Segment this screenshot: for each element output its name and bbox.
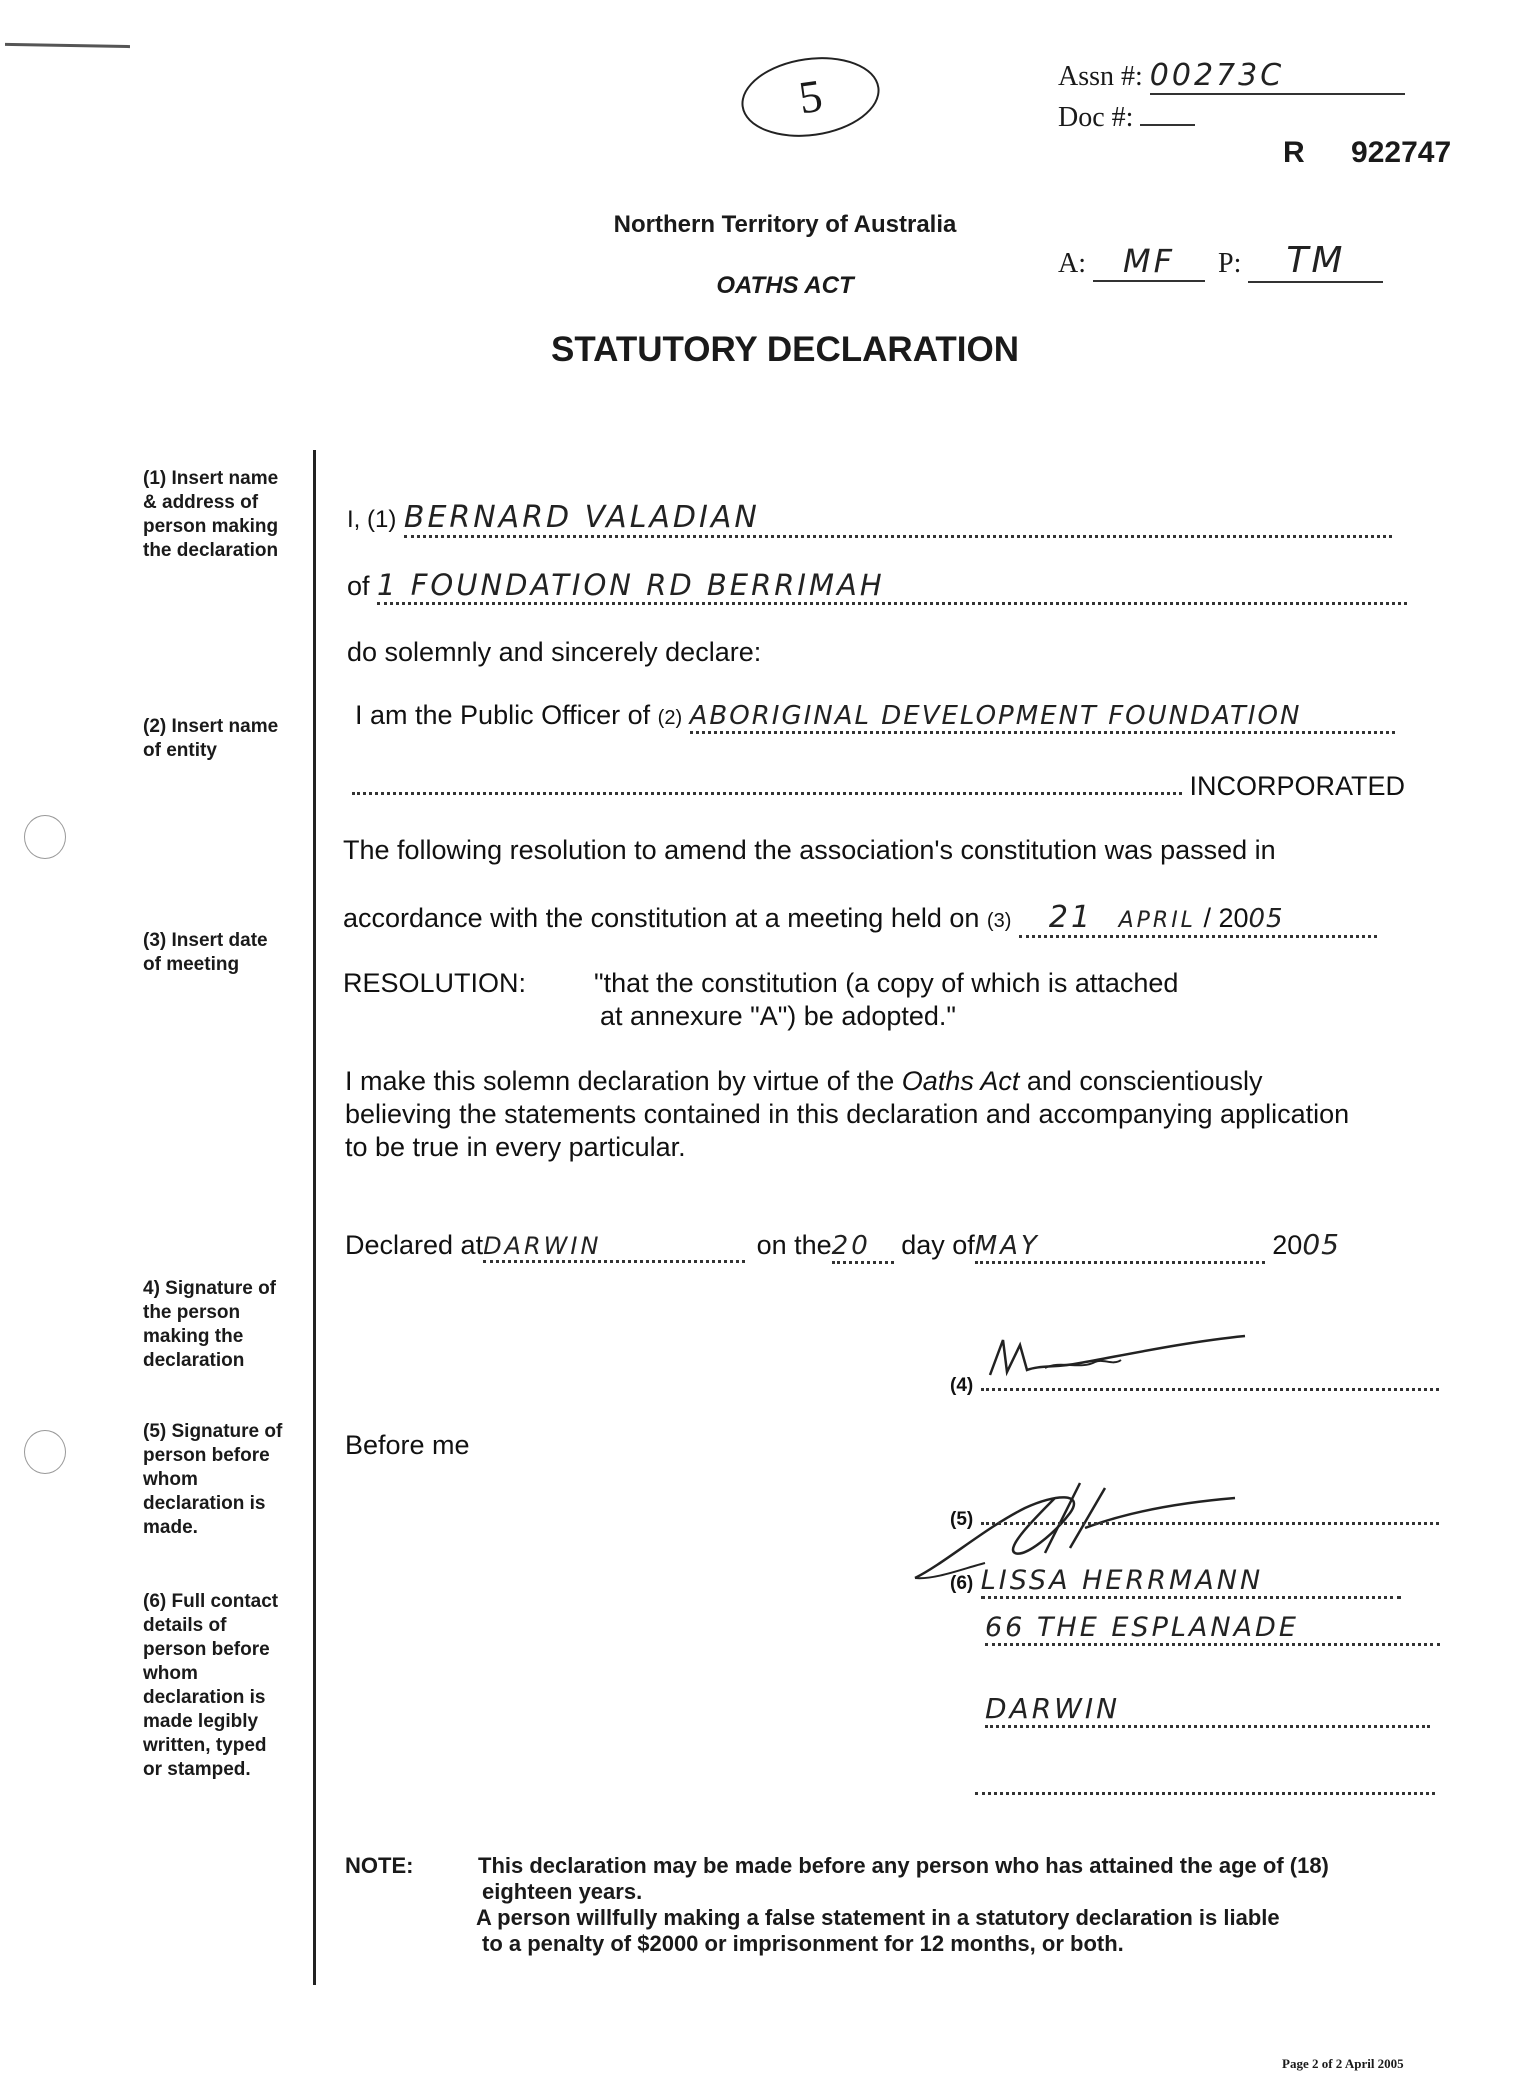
meeting-month: APRIL xyxy=(1118,908,1196,933)
declared-row xyxy=(345,1228,1340,1264)
margin-note-4: 4) Signature of the person making the declaration xyxy=(143,1278,277,1371)
punch-hole-top xyxy=(24,815,66,859)
assn-row xyxy=(1058,58,1405,95)
resolution-intro-1: The following resolution to amend the association's constitution was passed in xyxy=(343,835,1276,865)
witness-address-3 xyxy=(975,1770,1435,1795)
witness-address-1: 66 THE ESPLANADE xyxy=(985,1612,1440,1646)
signature-5-row xyxy=(950,1500,1439,1532)
solemn-1-post: and conscientiously xyxy=(1026,1066,1263,1096)
declared-month: MAY xyxy=(975,1231,1265,1264)
incorporated-row xyxy=(352,766,1405,802)
declarant-signature xyxy=(985,1330,1255,1390)
meeting-date xyxy=(1019,900,1377,938)
solemn-1-pre: I make this solemn declaration by virtue of the xyxy=(345,1066,895,1096)
oaths-act-ref: Oaths Act xyxy=(901,1066,1020,1096)
incorporated-label: INCORPORATED xyxy=(1189,771,1406,801)
margin-note-2: (2) Insert name of entity xyxy=(143,716,279,761)
punch-hole-bottom xyxy=(24,1430,66,1474)
circled-number-text: 5 xyxy=(795,69,826,124)
declared-year-suffix: 05 xyxy=(1302,1228,1340,1261)
i-label: I, (1) xyxy=(347,506,397,533)
marker-4: (4) xyxy=(950,1375,974,1396)
meeting-year-prefix: / 20 xyxy=(1203,903,1249,933)
solemn-line-2: believing the statements contained in this declaration and accompanying application xyxy=(345,1099,1350,1129)
meeting-date-row xyxy=(343,900,1377,938)
r-label: R xyxy=(1283,136,1305,169)
public-officer-text: I am the Public Officer of xyxy=(355,700,651,730)
declarant-name: BERNARD VALADIAN xyxy=(404,500,1392,538)
solemnly-declare: do solemnly and sincerely declare: xyxy=(347,637,762,667)
witness-name: LISSA HERRMANN xyxy=(981,1565,1401,1599)
declarant-name-row xyxy=(347,500,1392,538)
assn-label: Assn #: xyxy=(1058,61,1143,92)
note-line-4: to a penalty of $2000 or imprisonment for 12 months, or both. xyxy=(482,1931,1124,1956)
doc-value xyxy=(1140,96,1195,126)
marker-2: (2) xyxy=(657,707,683,729)
margin-note-1: (1) Insert name & address of person making the declaration xyxy=(143,468,279,561)
ap-row xyxy=(1058,240,1383,283)
margin-note-6: (6) Full contact details of person before whom declaration is made legibly written, typed or stamped. xyxy=(143,1591,279,1780)
margin-note-5: (5) Signature of person before whom declaration is made. xyxy=(143,1421,283,1538)
assn-value: 00273C xyxy=(1150,58,1405,95)
solemn-line-3: to be true in every particular. xyxy=(345,1132,686,1162)
p-label: P: xyxy=(1218,248,1242,279)
declarant-address-row xyxy=(347,568,1407,605)
p-value: TM xyxy=(1248,240,1383,283)
declared-place: DARWIN xyxy=(483,1232,745,1263)
declared-day: 20 xyxy=(832,1231,894,1264)
meeting-day: 21 xyxy=(1048,900,1094,935)
meeting-year-suffix: 05 xyxy=(1248,904,1284,934)
scan-mark xyxy=(5,43,130,48)
note-line-2: eighteen years. xyxy=(482,1879,643,1904)
of-label: of xyxy=(347,571,370,601)
note-line-3: A person willfully making a false statement in a statutory declaration is liable xyxy=(476,1905,1280,1930)
witness-name-row xyxy=(950,1565,1401,1599)
page-footer: Page 2 of 2 April 2005 xyxy=(1282,2056,1404,2071)
declared-at-label: Declared at xyxy=(345,1230,484,1260)
jurisdiction-title: Northern Territory of Australia xyxy=(613,211,957,238)
act-title: OATHS ACT xyxy=(716,272,854,299)
doc-row xyxy=(1058,96,1195,134)
on-the-label: on the xyxy=(756,1230,832,1260)
a-label: A: xyxy=(1058,248,1086,279)
resolution-text-1: "that the constitution (a copy of which is attached xyxy=(594,968,1179,998)
margin-rule xyxy=(313,450,316,1985)
a-value: MF xyxy=(1093,242,1205,282)
resolution-label: RESOLUTION: xyxy=(343,968,527,998)
declarant-address: 1 FOUNDATION RD BERRIMAH xyxy=(377,568,1407,605)
marker-3: (3) xyxy=(986,910,1012,932)
page-title: STATUTORY DECLARATION xyxy=(551,330,1019,369)
witness-signature-line xyxy=(981,1500,1439,1525)
margin-note-3: (3) Insert date of meeting xyxy=(143,930,268,975)
r-number xyxy=(1283,136,1451,170)
declared-year-prefix: 20 xyxy=(1272,1230,1303,1260)
r-value: 922747 xyxy=(1351,136,1452,169)
witness-address-2: DARWIN xyxy=(985,1692,1430,1728)
resolution-intro-2: accordance with the constitution at a meeting held on xyxy=(343,903,980,933)
note-label: NOTE: xyxy=(345,1853,414,1878)
entity-continuation xyxy=(352,766,1182,795)
marker-6: (6) xyxy=(950,1573,974,1594)
doc-label: Doc #: xyxy=(1058,102,1134,133)
resolution-text-2: at annexure "A") be adopted." xyxy=(600,1001,956,1031)
marker-5: (5) xyxy=(950,1509,974,1530)
public-officer-row xyxy=(355,700,1395,734)
day-of-label: day of xyxy=(901,1230,975,1260)
note-line-1: This declaration may be made before any person who has attained the age of (18) xyxy=(478,1853,1329,1878)
solemn-line-1 xyxy=(345,1066,1263,1097)
entity-name: ABORIGINAL DEVELOPMENT FOUNDATION xyxy=(690,701,1395,734)
circled-number xyxy=(736,49,885,146)
before-me: Before me xyxy=(345,1430,470,1460)
